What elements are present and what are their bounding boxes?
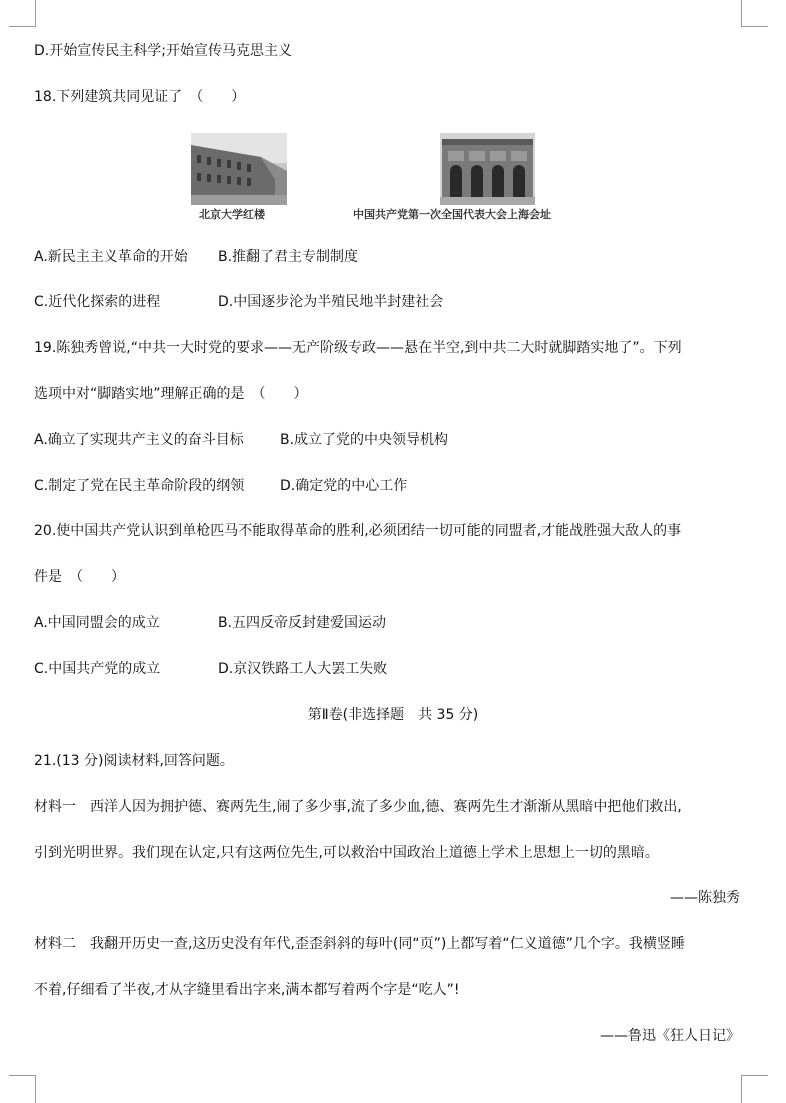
q21-material-1-line-1: 材料一 西洋人因为拥护德、赛两先生,闹了多少事,流了多少血,德、赛两先生才渐渐从黑暗中把他们救出, <box>34 799 682 815</box>
photo-caption-first-congress-site: 中国共产党第一次全国代表大会上海会址 <box>353 208 551 221</box>
q20-option-d: D.京汉铁路工人大罢工失败 <box>218 661 388 677</box>
q17-option-d: D.开始宣传民主科学;开始宣传马克思主义 <box>34 43 292 59</box>
q20-stem-line-2: 件是 （ ） <box>34 569 125 585</box>
brick-building-photo <box>191 133 287 205</box>
q20-option-b: B.五四反帝反封建爱国运动 <box>218 615 387 631</box>
q20-stem-line-1: 20.使中国共产党认识到单枪匹马不能取得革命的胜利,必须团结一切可能的同盟者,才能战胜强大敌人的事 <box>34 523 682 539</box>
q18-stem: 18.下列建筑共同见证了 （ ） <box>34 89 246 105</box>
q19-option-d: D.确定党的中心工作 <box>280 478 408 494</box>
q20-option-c: C.中国共产党的成立 <box>34 661 161 677</box>
q18-option-b: B.推翻了君主专制制度 <box>218 249 359 265</box>
crop-mark-top-right <box>741 0 768 27</box>
shikumen-house-photo <box>440 133 535 205</box>
q19-option-b: B.成立了党的中央领导机构 <box>280 432 449 448</box>
photo-caption-red-building: 北京大学红楼 <box>199 208 265 221</box>
crop-mark-bottom-right <box>741 1075 768 1103</box>
q18-option-a: A.新民主主义革命的开始 <box>34 249 188 265</box>
q21-stem: 21.(13 分)阅读材料,回答问题。 <box>34 753 234 769</box>
q21-material-2-line-2: 不着,仔细看了半夜,才从字缝里看出字来,满本都写着两个字是“吃人”! <box>34 982 460 998</box>
q21-material-2-source: ——鲁迅《狂人日记》 <box>600 1028 740 1044</box>
q19-stem-line-2: 选项中对“脚踏实地”理解正确的是 （ ） <box>34 386 308 402</box>
q21-material-2-line-1: 材料二 我翻开历史一查,这历史没有年代,歪歪斜斜的每叶(同“页”)上都写着“仁义道德”几个字。我横竖睡 <box>34 936 685 952</box>
q21-material-1-line-2: 引到光明世界。我们现在认定,只有这两位先生,可以救治中国政治上道德上学术上思想上一切的黑暗。 <box>34 845 659 861</box>
q19-option-c: C.制定了党在民主革命阶段的纲领 <box>34 478 245 494</box>
crop-mark-bottom-left <box>9 1075 36 1103</box>
q20-option-a: A.中国同盟会的成立 <box>34 615 160 631</box>
q19-option-a: A.确立了实现共产主义的奋斗目标 <box>34 432 244 448</box>
q18-option-d: D.中国逐步沦为半殖民地半封建社会 <box>218 294 444 310</box>
section-2-title: 第Ⅱ卷(非选择题 共 35 分) <box>307 707 479 723</box>
crop-mark-top-left <box>9 0 36 27</box>
q21-material-1-source: ——陈独秀 <box>670 890 740 906</box>
q18-option-c: C.近代化探索的进程 <box>34 294 161 310</box>
q19-stem-line-1: 19.陈独秀曾说,“中共一大时党的要求——无产阶级专政——悬在半空,到中共二大时就脚踏实地了”。下列 <box>34 340 682 356</box>
